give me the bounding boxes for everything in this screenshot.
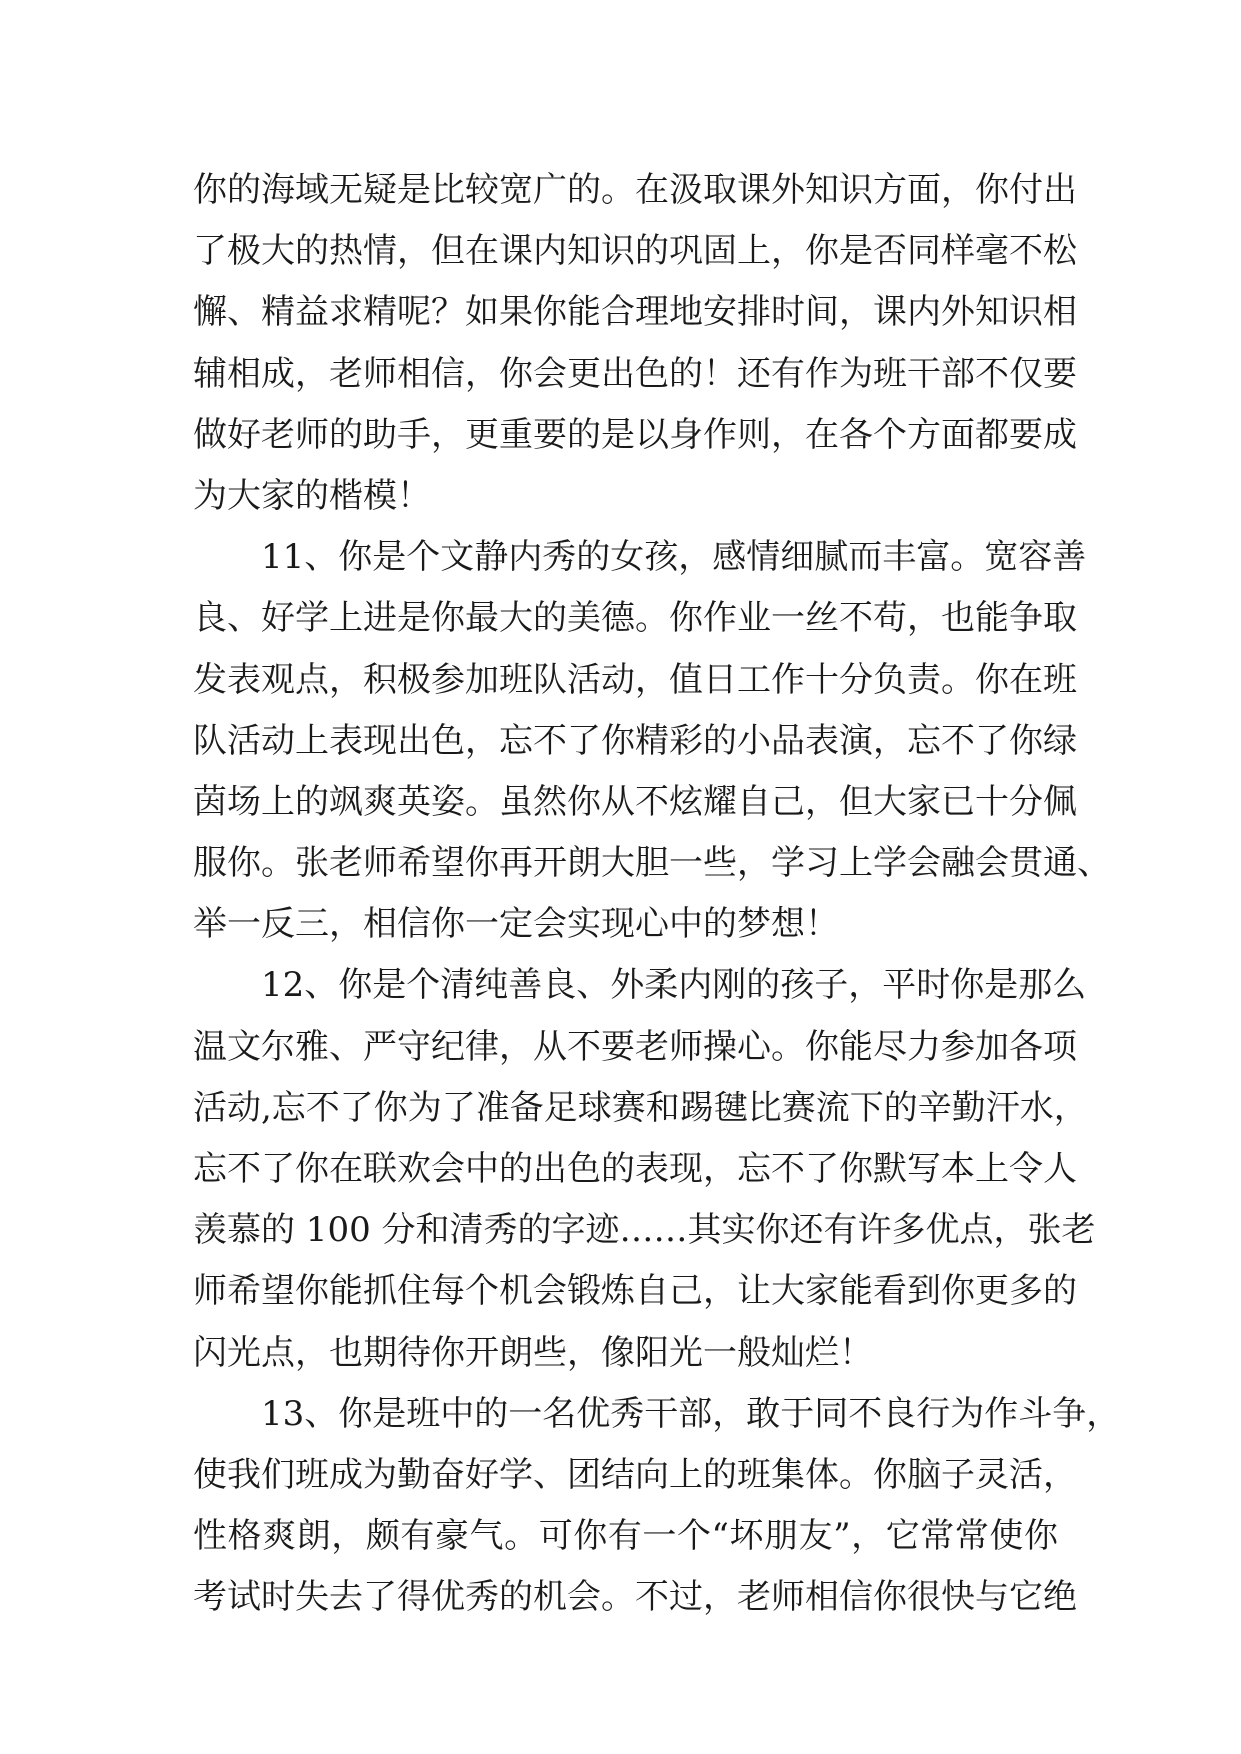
text-line: 懈、精益求精呢？如果你能合理地安排时间，课内外知识相 — [193, 292, 1077, 333]
text-line: 为大家的楷模！ — [193, 475, 431, 516]
text-line: 举一反三，相信你一定会实现心中的梦想！ — [193, 904, 839, 945]
text-line: 良、好学上进是你最大的美德。你作业一丝不苟，也能争取 — [193, 598, 1077, 639]
text-line: 12、你是个清纯善良、外柔内刚的孩子，平时你是那么 — [261, 965, 1087, 1006]
text-line: 发表观点，积极参加班队活动，值日工作十分负责。你在班 — [193, 659, 1077, 700]
text-line: 茵场上的飒爽英姿。虽然你从不炫耀自己，但大家已十分佩 — [193, 781, 1077, 822]
text-line: 辅相成，老师相信，你会更出色的！还有作为班干部不仅要 — [193, 353, 1077, 394]
text-line: 忘不了你在联欢会中的出色的表现，忘不了你默写本上令人 — [193, 1149, 1077, 1189]
text-line: 活动,忘不了你为了准备足球赛和踢毽比赛流下的辛勤汗水， — [193, 1087, 1088, 1128]
text-line: 11、你是个文静内秀的女孩，感情细腻而丰富。宽容善 — [261, 537, 1087, 578]
text-line: 了极大的热情，但在课内知识的巩固上，你是否同样毫不松 — [193, 231, 1077, 272]
text-line: 考试时失去了得优秀的机会。不过，老师相信你很快与它绝 — [193, 1577, 1077, 1618]
body-text — [193, 160, 1121, 1629]
text-line: 羡慕的 100 分和清秀的字迹……其实你还有许多优点，张老 — [193, 1210, 1096, 1251]
text-line: 师希望你能抓住每个机会锻炼自己，让大家能看到你更多的 — [193, 1271, 1077, 1312]
text-line: 队活动上表现出色，忘不了你精彩的小品表演，忘不了你绿 — [193, 720, 1077, 761]
text-line: 性格爽朗，颇有豪气。可你有一个“坏朋友”，它常常使你 — [193, 1516, 1058, 1557]
text-line: 你的海域无疑是比较宽广的。在汲取课外知识方面，你付出 — [193, 170, 1077, 210]
text-line: 服你。张老师希望你再开朗大胆一些，学习上学会融会贯通、 — [193, 843, 1111, 884]
text-line: 闪光点，也期待你开朗些，像阳光一般灿烂！ — [193, 1332, 873, 1373]
text-line: 做好老师的助手，更重要的是以身作则，在各个方面都要成 — [193, 414, 1077, 455]
text-line: 使我们班成为勤奋好学、团结向上的班集体。你脑子灵活， — [193, 1454, 1077, 1495]
text-line: 温文尔雅、严守纪律，从不要老师操心。你能尽力参加各项 — [193, 1026, 1077, 1067]
text-line: 13、你是班中的一名优秀干部，敢于同不良行为作斗争， — [261, 1393, 1121, 1434]
